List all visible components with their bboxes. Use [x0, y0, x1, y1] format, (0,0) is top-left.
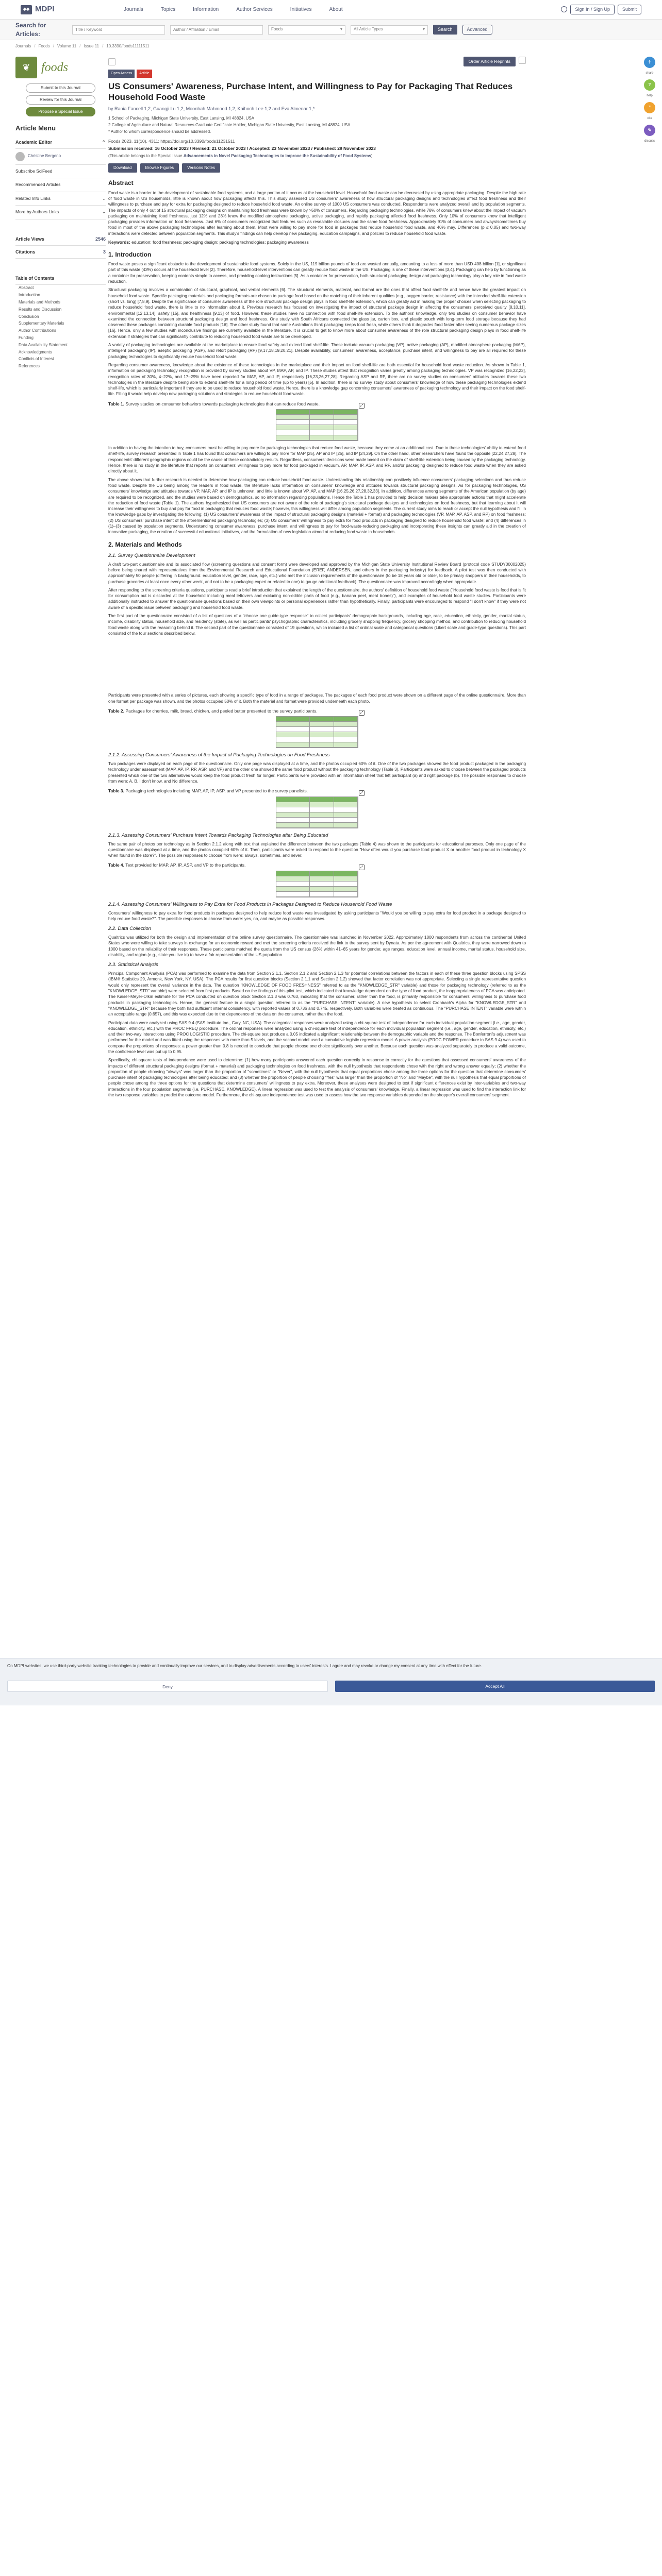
paragraph: A variety of packaging technologies are available at the marketplace to ensure food safety and extend food shelf-life. These include vacuum packaging (VP), active packaging (AP), modified atmosphere packaging (MAP), intelligent packaging (IP), aseptic packaging (ASP), and retort packaging (RP) [9,17,18,19,20,21]. Despite availability, consumers' awareness, acceptance, purchase intent, and willingness to pay are all required for these packaging technologies to significantly reduce household food waste.	[108, 343, 526, 359]
recommended-articles-link[interactable]: Recommended Articles	[15, 178, 106, 192]
table-caption: Table 3. Packaging technologies including MAP, AP, IP, ASP, and VP presented to the survey panelists.	[108, 788, 308, 794]
notification-icon[interactable]	[561, 6, 567, 12]
affiliation: 2 College of Agriculture and Natural Resources Graduate Certificate Holder, Michigan State University, East Lansing, MI 48824, USA	[108, 122, 351, 127]
title-keyword-input[interactable]: Title / Keyword	[72, 25, 165, 35]
versions-notes-button[interactable]: Versions Notes	[182, 163, 220, 173]
propose-special-issue-button[interactable]: Propose a Special Issue	[26, 107, 95, 116]
table-grid	[276, 716, 358, 748]
mdpi-logo[interactable]: ◆◆ MDPI	[21, 4, 88, 14]
toc-item[interactable]: Author Contributions	[19, 328, 56, 333]
toc-item[interactable]: Conclusion	[19, 314, 39, 319]
chevron-down-icon: ▾	[422, 27, 425, 32]
toc-item[interactable]: Acknowledgments	[19, 349, 52, 354]
special-issue-link[interactable]: Advancements in Novel Packaging Technologies to Improve the Sustainability of Food Systems	[183, 153, 371, 158]
article-type-select[interactable]: All Article Types ▾	[351, 25, 428, 35]
toc-item[interactable]: Introduction	[19, 293, 40, 298]
more-by-authors-links[interactable]: More by Authors Links ⌄	[15, 206, 106, 219]
abstract-heading: Abstract	[108, 179, 134, 187]
paragraph: A draft two-part questionnaire and its associated flow (screening questions and consent form) were developed and approved by the Michigan State University Institutional Review Board (protocol code STUDY00002025) before being shared with representatives from the Environmental Research and Educational Foundation (EREF, ANDERSEN, and others in the packaging industry) for feedback. A pilot test was then conducted with approximately 50 people (differing in background: education level, gender, race, age, etc.) who met the inclusion requirements of the questionnaire (to be 18 years old or older, to be primary shoppers in their households, to purchase groceries at least once every other week, and not to be a packaging expert or related to one) to gauge additional feedback). The questionnaire was improved accordingly when appropriate.	[108, 562, 526, 584]
related-info-links[interactable]: Related Info Links ⌄	[15, 192, 106, 206]
subsection-heading: 2.1.2. Assessing Consumers' Awareness of the Impact of Packaging Technologies on Food Freshness	[108, 752, 330, 758]
download-button[interactable]: Download	[108, 163, 137, 173]
search-bar	[0, 20, 662, 40]
toc-item[interactable]: References	[19, 364, 40, 369]
special-issue-note: (This article belongs to the Special Issue Advancements in Novel Packaging Technologies to Improve the Sustainability of Food Systems)	[108, 153, 373, 158]
avatar	[15, 152, 25, 161]
editor-entry[interactable]: Christine Bergeno	[15, 149, 106, 165]
review-journal-button[interactable]: Review for this Journal	[26, 95, 95, 105]
discuss-icon[interactable]: ✎	[644, 125, 655, 136]
article-main	[108, 57, 526, 1100]
paragraph: The above shows that further research is needed to determine how packaging can reduce household food waste. Understanding this relationship can positively influence consumers' packaging selections and thus reduce food waste. Despite the US being among the leaders in food waste, the literature lacks information on consumers' knowledge and attitudes towards structural packaging designs. As for packaging technologies, US consumers' knowledge and attitudes towards VP, MAP, AP, and IP is unknown, and little is known about VP, AP, and MAP [16,25,26,27,28,32,33]. In addition, differences among segments of the American population (by age) are required to be recognized, and the studies were based on demographics, so no information regarding populations. Hence the Table 1 has provided to help decision makers take appropriate actions that might accelerate the reduction of food waste (Table 1). The authors hypothesized that US consumers are not aware of the role of packaging's structural package designs and technologies on food freshness, but that learning about it will increase their willingness to buy and pay for food in packaging that reduces food waste; however, this willingness will differ among population segments. The current study aims to reach or accept the null hypothesis and fill in the knowledge gaps by investigating the following: (1) US consumers' awareness of the impact of structural packaging designs (material + format) and packaging technologies (VP, MAP, AP, ASP, and RP) on food freshness; (2) US consumers' purchase intent of the aforementioned packaging technologies; (3) US consumers' willingness to pay extra for food products in packaging designed to reduce household food waste; and (4) differences in (1)–(3) caused by population segments. Understanding consumer awareness, purchase intent, and willingness to pay for food-waste-reducing packaging and incorporating these insights can greatly aid in the creation of innovative packaging, the creation of successful educational initiatives, and the formulation of new legislation aimed at reducing food waste in households.	[108, 477, 526, 535]
toc-item[interactable]: Abstract	[19, 285, 34, 291]
table-thumbnail[interactable]	[276, 404, 363, 441]
download-bar	[108, 163, 526, 173]
journal-select[interactable]: Foods ▾	[268, 25, 345, 35]
subsection-heading: 2.1.3. Assessing Consumers' Purchase Intent Towards Packaging Technologies after Being Educated	[108, 832, 328, 838]
signin-button[interactable]: Sign In / Sign Up	[570, 5, 615, 14]
authors-line[interactable]: by Rania Fancell 1,2, Guangji Lu 1,2, Moonhah Mahmood 1,2, Kaihoch Lee 1,2 and Eva Almenar 1,*	[108, 106, 315, 111]
article-views-stat[interactable]: Article Views 2546	[15, 233, 106, 246]
section-heading: 2. Materials and Methods	[108, 540, 182, 548]
expand-icon[interactable]: ⤢	[359, 710, 365, 716]
article-title: US Consumers' Awareness, Purchase Intent, and Willingness to Pay for Packaging That Reduces Household Food Waste	[108, 81, 513, 102]
keywords: Keywords: education; food freshness; packaging design; packaging technologies; packaging awareness	[108, 240, 309, 245]
paragraph: Principal Component Analysis (PCA) was performed to examine the data from Section 2.1.1, Section 2.1.2 and Section 2.1.3 for potential correlations between the factors in each of these three question blocks using SPSS (IBM® Statistics 29, Armonk, New York, NY, USA). The PCA results for first question blocks (Section 2.1.1 and Section 2.1.2) showed that factor correlation was not appropriate. Selecting a single representative question would only represent the overall variance in the data. The question "KNOWLEDGE OF FOOD FRESHNESS" referred to as the "KNOWLEDGE_STR" variable) and those for packaging technology (referred to as the "KNOWLEDGE_STR" variable) were selected from first products. Based on the findings of this pilot test, which indicated that knowledge dependent on the type of food product, the inappropriateness of PCA was anticipated. The Kaiser-Meyer-Olkin estimate for the PCA conducted on question block Section 2.1.3 was 0.763, indicating that the consumer, rather than the food, is primarily responsible for consumers' willingness to purchase food products in packaging technologies. Hence, the general feature in a single question referred to as the "PURCHASE INTENT" variable). A new hypothesis to select Cronbach's Alpha for "KNOWLEDGE_STR" and "KNOWLEDGE_STR" because they both had sufficient internal consistency, with reported values of 0.736 and 0.745, respectively. Both variables were treated as continuous. The "PURCHASE INTENT" variable were within an acceptable range (0.657), and this was expected due to the dependence of the data on the consumer, rather than the food.	[108, 971, 526, 1017]
table-thumbnail[interactable]	[276, 791, 363, 828]
chevron-down-icon: ⌄	[102, 209, 106, 215]
affiliation: 1 School of Packaging, Michigan State University, East Lansing, MI 48824, USA	[108, 115, 255, 121]
nav-journals[interactable]: Journals	[124, 6, 143, 12]
chevron-up-icon: ⌃	[102, 139, 106, 145]
section-heading: 1. Introduction	[108, 251, 152, 258]
paragraph: Structural packaging involves a combination of structural, graphical, and verbal elements [6]. The structural elements, material, and format are the ones that affect food shelf-life and hence have the greatest impact on household food waste. Specific packaging materials and packaging formats are chosen to package food based on the matching of their inherent qualities (e.g., oxygen barrier, resistance) with the intended shelf-life extension (short vs. long) [7,8,9]. Despite the significance of consumer awareness of the role structural package design plays in food shelf-life extension, which can greatly aid in making the proper choices when selecting packaging to reduce household food waste, there is little to no information about it. Previous research has focused on investigating the impact of structural package design in affecting the consumers' perceived quality [8,10,11], environmental [12,13,14], safety [15], and healthiness [9,13] of food. However, these studies have no connection with food shelf-life extension. To the authors' knowledge, only two studies on consumer behavior have examined the connection between structural packaging design and food freshness. One study with South Africans connected the glass jar, carton box, and plastic pouch with long-term food storage because they had observed these packages containing durable food products [16]. The other study found that some Australians think packaging keeps food fresh, while others think it degrades food faster after seeing numerous package sizes [16]. Hence, only a few studies with inconclusive findings are currently available in the literature. It is crucial to get to know more about consumer awareness of the role structural packaging design plays in food shelf-life extension if strategies that can significantly contribute to reducing household food waste are to be developed.	[108, 287, 526, 339]
chevron-down-icon: ▾	[340, 27, 342, 32]
search-label: Search for Articles:	[15, 22, 46, 38]
table-of-contents	[15, 285, 106, 370]
table-caption: Table 2. Packages for cherries, milk, bread, chicken, and peeled butter presented to the survey participants.	[108, 708, 318, 714]
expand-icon[interactable]: ⤢	[359, 865, 365, 870]
table-grid	[276, 796, 358, 828]
table-grid	[276, 409, 358, 441]
table-thumbnail[interactable]	[276, 865, 363, 897]
cite-icon[interactable]: ”	[644, 102, 655, 113]
paragraph: Qualtrics was utilized for both the design and implementation of the online survey questionnaire. The questionnaire was launched in November 2022. Approximately 1000 respondents from across the continental United States who were willing to take surveys in exchange for an economic reward and met the screening criteria received the link to the survey sent by Dynata. As per the agreement with Qualtrics, they were narrowed down to 1000 based on the reliability of their responses. These participants matched the quota from the US census (26% within 41–65 years for gender, age ranges, education level, annual income, marital status, household size, disability, and region (e.g., state you live in) to have a fair representation of the US population.	[108, 935, 526, 958]
toc-item[interactable]: Data Availability Statement	[19, 342, 68, 347]
subsection-heading: 2.3. Statistical Analysis	[108, 962, 158, 968]
breadcrumb-item[interactable]: Volume 11	[57, 43, 77, 48]
submit-journal-button[interactable]: Submit to this Journal	[26, 83, 95, 93]
article-badges	[108, 70, 526, 77]
browse-figures-button[interactable]: Browse Figures	[140, 163, 179, 173]
toc-item[interactable]: Materials and Methods	[19, 300, 60, 305]
top-right-actions	[561, 5, 641, 14]
table-caption: Table 4. Text provided for MAP, AP, IP, ASP, and VP to the participants.	[108, 862, 246, 868]
settings-icon[interactable]	[519, 57, 526, 64]
paragraph: Consumers' willingness to pay extra for food products in packages designed to help reduce food waste was investigated by asking participants "Would you be willing to pay extra for food product in a package designed to help reduce food waste?". The possible responses to choose from were: yes, no, and maybe as possible responses.	[108, 910, 526, 922]
nav-information[interactable]: Information	[193, 6, 219, 12]
open-access-badge: Open Access	[108, 70, 135, 77]
paragraph: Specifically, chi-square tests of independence were used to determine: (1) how many participants answered each question correctly in response to correctly for the questions that assessed consumers' awareness of the impacts of different structural packaging designs (format + material) and packaging technologies on food freshness, with the null hypothesis that respondents chose with the right and wrong answer equally; (2) whether the proportion of people choosing "always" was larger than the proportion of "sometimes" or "Never", with the null hypothesis that equal proportions chose among the three options for the question that determine consumers' purchase intent of packaging technologies after being educated; and (3) whether the proportion of people choosing "Yes" was larger than the proportion of "No" and "Maybe", with the null hypothesis that equal proportions of people chose among the three options for the questions that determine consumers' willingness to pay extra. Moreover, these analyses were designed to test if significant differences exist by inter-variables and two-way interactions in the four population segments (i.e. PURCHASE, KNOWLEDGE). A linear regression was used to test the analysis of consumers' knowledge. Finally, a linear regression was used to find the interaction link for the two response variables to predict the outcome model. Furthermore, the chi-square independence test was used to assess how the two response variables depended on the shopper's overall consumers' segment.	[108, 1058, 526, 1098]
help-icon[interactable]: ?	[644, 79, 655, 91]
journal-logo[interactable]: ❦ foods	[15, 57, 106, 78]
toc-item[interactable]: Results and Discussion	[19, 307, 62, 312]
submit-button[interactable]: Submit	[618, 5, 641, 14]
subsection-heading: 2.2. Data Collection	[108, 926, 151, 932]
affiliation: * Author to whom correspondence should be addressed.	[108, 129, 211, 134]
top-nav	[124, 6, 343, 13]
breadcrumb-item[interactable]: Issue 11	[84, 43, 100, 48]
deny-cookies-button[interactable]: Deny	[7, 1681, 328, 1692]
subsection-heading: 2.1.4. Assessing Consumers' Willingness to Pay Extra for Food Products in Packages Designed to Reduce Household Food Waste	[108, 901, 392, 907]
table-grid	[276, 871, 358, 897]
expand-icon[interactable]: ⤢	[359, 790, 365, 796]
order-reprints-button[interactable]: Order Article Reprints	[464, 57, 516, 66]
toc-item[interactable]: Supplementary Materials	[19, 321, 64, 326]
subscribe-scifeed-link[interactable]: Subscribe SciFeed	[15, 165, 106, 178]
article-tools	[108, 58, 115, 65]
nav-topics[interactable]: Topics	[160, 6, 176, 12]
toc-heading: Table of Contents	[15, 272, 106, 285]
breadcrumb-item: 10.3390/foods11111511	[106, 43, 150, 48]
paragraph: Participant data were analyzed using SAS 9.4 (SAS Institute Inc., Cary, NC, USA). The categorical responses were analyzed using a chi-square test of independence for each individual population segment (i.e., age, gender, education, ethnicity, etc.) with the PROC FREQ procedure. The ordinal responses were analyzed using a chi-square test of independence for each individual population segment (i.e., age, gender, education, ethnicity, etc.) and their two-way interactions using PROC LOGISTIC procedure. The chi-square test produce a 0.05 indicated a significant relationship between the demographic variable and the response. The Bonferroni's adjustment was performed for the model and was fitted using the responses with more than 5 levels, and the second model used a cumulative logistic regression model. A power analysis (PROC POWER procedure in SAS 9.4) was used to compare the proportions of responses: a power greater than 0.8 is needed to conclude that people choose one choice significantly over another. Because each question was analyzed separately to produce a valid outcome, the confidence level was put up to 0.95.	[108, 1020, 526, 1054]
breadcrumb-item[interactable]: Journals	[15, 43, 31, 48]
article-menu-title: Article Menu	[15, 124, 56, 132]
article-toolbar	[108, 57, 526, 66]
journal-reference[interactable]: Foods 2023, 11(10), 4311; https://doi.org/10.3390/foods11231511	[108, 138, 235, 144]
table-caption: Table 1. Survey studies on consumer behaviors towards packaging technologies that can reduce food waste.	[108, 401, 320, 406]
right-rail: ⇪ share ? help ” cite ✎ discuss	[642, 57, 657, 147]
paragraph: In addition to having the intention to buy, consumers must be willing to pay more for packaging technologies that reduce food waste, because they come at an additional cost. Due to these technologies' ability to extend food shelf-life, survey research presented in Table 1 has found that consumers are willing to pay more for MAP [25], AP and IP [25], and IP [24,29]. On the other hand, other researchers have found the opposite [22,24,27,28]. The respondents' different geographic regions could be the cause of these contradictory results. Regardless, consumers' decisions were made based on the claim of shelf-life extension being caused by the packaging technology. Hence, there is no study in the literature that reports on consumers' willingness to pay more for food packaged in vacuum, AP, MAP, IP, ASP, and RP, and/or packaging designed to reduce food waste when they are asked directly about it.	[108, 446, 526, 474]
nav-author-services[interactable]: Author Services	[236, 6, 273, 12]
nav-about[interactable]: About	[329, 6, 343, 12]
citations-stat[interactable]: Citations 3	[15, 246, 106, 259]
toc-item[interactable]: Funding	[19, 335, 34, 341]
advanced-search-button[interactable]: Advanced	[462, 25, 492, 34]
logo-mark-icon: ◆◆	[21, 5, 32, 14]
author-input[interactable]: Author / Affiliation / Email	[170, 25, 263, 35]
share-icon[interactable]: ⇪	[644, 57, 655, 68]
expand-icon[interactable]: ⤢	[359, 403, 365, 409]
left-sidebar	[15, 57, 106, 370]
paragraph: The first part of the questionnaire consisted of a list of questions of a "choose one guide-type response" to collect participants' demographic backgrounds, including age, race, education, ethnicity, gender, marital status, income, disability status, household size, and residency (state), as well as participants' psychographic characteristics, including grocery shopping frequency, grocery shopping method, and contribution to reducing household food waste along with the reasoning behind it. The second part of the questionnaire consisted of 19 questions, which included a list of ordinal scale and categorical questions (Likert scale and guide-type questions). This part consisted of the four sections described below.	[108, 614, 526, 636]
paragraph: Regarding consumer awareness, knowledge about the existence of these technologies in the marketplace and their impact on food shelf-life are both essential for household food waste reduction. As shown in Table 1, information on packaging technology recognition is provided by survey studies about VP, MAP, AP, and IP. These studies attest that recognition varies greatly among packaging technologies. VP was recognized [16,22,23], recognition rates of 30%, 4–22%, and 17–29% have been reported for MAP, AP, and IP, respectively [16,23,26,27,28]. Regarding ASP and RP, there are no survey studies on consumers' attitudes towards these two technologies in the literature despite being able to extend shelf-life for a long period of time (up to years) [5]. In addition, there is no survey study about consumers' knowledge of how these packaging technologies extend shelf-life, which is particularly important if they are to be used to reduce household food waste. Hence, there is a knowledge gap concerning consumers' awareness of packaging technology and their impact on the food shelf-life. Filling it would help develop new packaging solutions and strategies to reduce household food waste.	[108, 362, 526, 397]
close-icon[interactable]	[108, 58, 115, 65]
top-header	[0, 0, 662, 20]
cookie-banner	[0, 1658, 662, 1705]
paragraph: Food waste poses a significant obstacle to the development of sustainable food systems. Solely in the US, 119 billion pounds of food are wasted annually, amounting to a loss of more than USD 408 billion [1], or significant part of this waste (43%) occurs at the household level [2]. Therefore, household-level interventions can greatly reduce food waste in the US. Packaging is one of these interventions [3,4]. Packaging can help by functioning as a container for preservation, keeping contents simple to access, and providing cooking instructions [5]. As a container for preservation, both structural packaging design and packaging technology play a key role in food waste reduction.	[108, 262, 526, 284]
breadcrumb-item[interactable]: Foods	[38, 43, 50, 48]
abstract-text: Food waste is a barrier to the development of sustainable food systems, and a large portion of it occurs at the household level. Household food waste can be decreased by using appropriate packaging. Despite the high rate of food waste in US households, little is known about how packaging affects this. This study assessed US consumers' awareness of how structural packaging designs and technologies affect food freshness and their willingness to purchase and pay for extra for packaging designed to reduce household food waste. An online survey of 1000 US consumers was conducted. Respondents were analyzed overall and by population segments. The impacts of only 4 out of 15 structural packaging designs on maintaining food freshness were known by >50% of consumers. Regarding packaging technologies, while 78% of consumers knew about the impact of vacuum packaging on maintaining food freshness, just 12% and 28% knew the modified atmosphere packaging, active packaging, and rapidly packaging affected food freshness. Only 10% of consumers knew that intelligent packaging provides information on food freshness. Just 6% of consumers recognized that features such as resealable closures and the same food freshness. Approximately 91% of consumers and always/sometimes buy food in most of the above packaging technologies after learning about them. Most were willing to pay more for food in packages that reduce household food waste, and 40% may. Differences (p ≤ 0.05) and two-way interactions were detected between population segments. This study's findings can help develop new packaging, education campaigns, and policies to reduce household food waste.	[108, 190, 526, 236]
breadcrumb: Journals / Foods / Volume 11 / Issue 11 / 10.3390/foods11111511	[15, 43, 150, 48]
cookie-text: On MDPI websites, we use third-party website tracking technologies to provide and continually improve our services, and to display advertisements according to users' interests. I agree and may revoke or change my consent at any time with effect for the future.	[7, 1664, 482, 1668]
search-button[interactable]: Search	[433, 25, 457, 34]
subsection-heading: 2.1. Survey Questionnaire Development	[108, 552, 195, 558]
leaf-icon: ❦	[15, 57, 37, 78]
paragraph: After responding to the screening criteria questions, participants read a brief introduction that explained the length of the questionnaire, the authors' definition of household food waste ("Household food waste is food that is fit for consumption but is discarded at the household including meal leftovers and excluding non-edible parts of food (e.g., banana peel, meat bones)"), and examples of household food waste studies. Participants were additionally instructed to answer the questionnaire questions based on their own viewpoints or personal experiences rather than hypothetically. Finally, participants were encouraged to respond "I don't know" if they were not aware of a specific issue between packaging and household food waste.	[108, 587, 526, 610]
toc-item[interactable]: Conflicts of Interest	[19, 357, 54, 362]
paragraph: Participants were presented with a series of pictures, each showing a specific type of food in a range of packages. The packages of each food product were shown on a different page of the online questionnaire. More than one format per package was shown, and the photos occupied 50% of it. Both the material and format were provided underneath each photo.	[108, 693, 526, 704]
paragraph: Two packages were displayed on each page of the questionnaire. Only one page was displayed at a time, and the photos occupied 60% of it. One of the two packages showed the food product packaged in the packaging technology under assessment (MAP, AP, IP, RP, ASP, and VP) and the other one showed the same food product without the packaging technology (Table 3). Participants were asked to choose between the packaged products presented which one of the two alternatives would keep the food product fresh for longer. Participants were provided with an information sheet that left participant (a) and right package (b). The possible responses to choose from were: A, B, I don't know, and No difference.	[108, 761, 526, 784]
paragraph: The same pair of photos per technology as in Section 2.1.2 along with text that explained the difference between the two packages (Table 4) was shown to the participants for educational purposes. Only one page of the questionnaire was displayed at a time, and the photos occupied 60% of it. Then, participants were asked to respond to the question "How often would you purchase food product X or another food product in technology X when found in the store?". The possible responses to choose from were: always, sometimes, and never.	[108, 841, 526, 858]
academic-editor-heading[interactable]: Academic Editor ⌃	[15, 136, 106, 149]
article-type-badge: Article	[137, 70, 152, 77]
chevron-down-icon: ⌄	[102, 195, 106, 201]
nav-initiatives[interactable]: Initiatives	[290, 6, 312, 12]
submission-dates: Submission received: 16 October 2023 / Revised: 21 October 2023 / Accepted: 23 November 2023 / Published: 29 November 2023	[108, 146, 376, 151]
accept-cookies-button[interactable]: Accept All	[335, 1681, 655, 1692]
table-thumbnail[interactable]	[276, 711, 363, 748]
